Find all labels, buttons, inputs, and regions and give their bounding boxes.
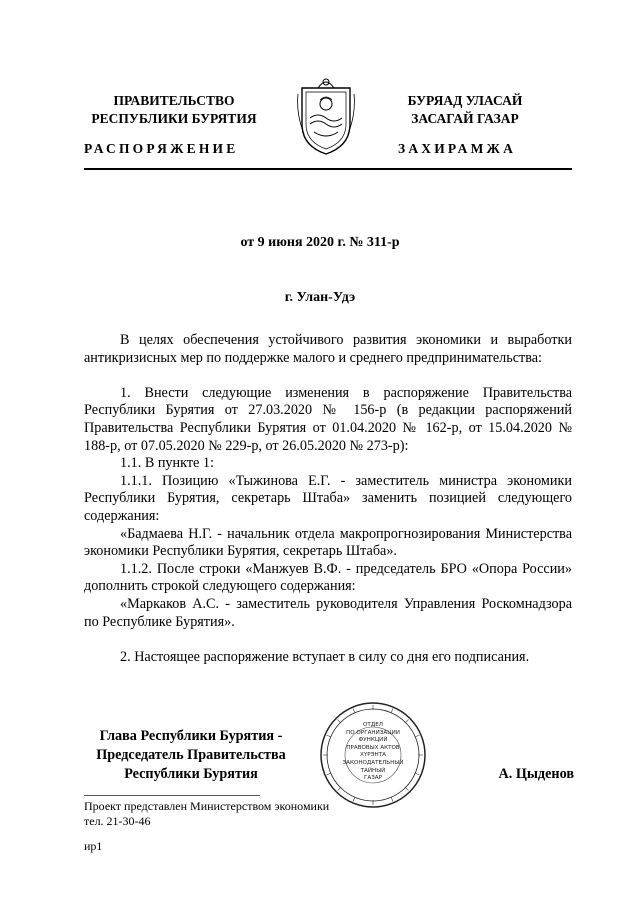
left-org-line-2: РЕСПУБЛИКИ БУРЯТИЯ bbox=[91, 111, 257, 126]
clause-2-paragraph: 2. Настоящее распоряжение вступает в силу со дня его подписания. bbox=[120, 648, 530, 665]
project-note: Проект представлен Министерством экономики bbox=[84, 799, 330, 813]
clause-1-1-paragraph: 1.1. В пункте 1: bbox=[120, 455, 214, 472]
right-org-line-1: БУРЯАД УЛАСАЙ bbox=[407, 93, 523, 108]
stamp-line-4: ПРАВОВЫХ АКТОВ bbox=[346, 744, 400, 751]
stamp-text bbox=[340, 722, 406, 783]
clause-1-1-1-paragraph: 1.1.1. Позицию «Тыжинова Е.Г. - заместитель министра экономики Республики Бурятия, секретарь Штаба» заменить позицией следующего содержания: bbox=[84, 472, 572, 524]
coat-of-arms-icon bbox=[296, 74, 356, 156]
contact-phone: тел. 21-30-46 bbox=[84, 814, 151, 828]
preamble-paragraph: В целях обеспечения устойчивого развития экономики и выработки антикризисных мер по поддержке малого и среднего предпринимательства: bbox=[84, 332, 572, 366]
clause-1-paragraph: 1. Внести следующие изменения в распоряжение Правительства Республики Бурятия от 27.03.2020 № 156-р (в редакции распоряжений Правительства Республики Бурятия от 01.04.2020 № 162-р, от 15.04.2020 № 188-р, от 07.05.2020 № 229-р, от 26.05.2020 № 273-р): bbox=[84, 384, 572, 454]
right-org-line-2: ЗАСАГАЙ ГАЗАР bbox=[411, 111, 519, 126]
official-stamp bbox=[318, 700, 428, 810]
executor-code: ир1 bbox=[84, 839, 103, 853]
right-org-name bbox=[390, 92, 540, 128]
footer-divider bbox=[84, 795, 260, 796]
added-line-paragraph: «Маркаков А.С. - заместитель руководителя Управления Роскомнадзора по Республике Бурятия». bbox=[84, 595, 572, 630]
signer-position-line-3: Республики Бурятия bbox=[124, 766, 258, 782]
stamp-line-3: ФУНКЦИЙ bbox=[358, 737, 388, 744]
stamp-line-2: ПО ОРГАНИЗАЦИИ bbox=[346, 729, 400, 736]
left-org-line-1: ПРАВИТЕЛЬСТВО bbox=[113, 93, 235, 108]
left-org-name bbox=[84, 92, 264, 128]
left-doc-type: РАСПОРЯЖЕНИЕ bbox=[84, 141, 239, 156]
header-divider bbox=[84, 168, 572, 170]
signer-name: А. Цыденов bbox=[498, 766, 574, 782]
document-date-number: от 9 июня 2020 г. № 311-р bbox=[240, 235, 400, 250]
stamp-line-5: ХҮРЭНТА bbox=[360, 752, 386, 759]
right-doc-type: ЗАХИРАМЖА bbox=[398, 141, 517, 156]
signer-position-line-1: Глава Республики Бурятия - bbox=[99, 728, 283, 744]
document-body bbox=[84, 332, 572, 666]
stamp-line-6: ЗАКОНОДАТЕЛЬНЫЙ bbox=[342, 759, 404, 766]
stamp-line-8: ГАЗАР bbox=[363, 775, 383, 782]
signer-position-line-2: Председатель Правительства bbox=[96, 747, 286, 763]
document-place: г. Улан-Удэ bbox=[284, 290, 356, 305]
footer-note bbox=[84, 799, 384, 854]
clause-1-1-2-paragraph: 1.1.2. После строки «Манжуев В.Ф. - председатель БРО «Опора России» дополнить строкой следующего содержания: bbox=[84, 560, 572, 595]
signer-position bbox=[84, 727, 298, 784]
stamp-line-1: ОТДЕЛ bbox=[363, 722, 383, 728]
replacement-position-paragraph: «Бадмаева Н.Г. - начальник отдела макропрогнозирования Министерства экономики Республики Бурятия, секретарь Штаба». bbox=[84, 525, 572, 560]
stamp-line-7: ТАЙНЫЙ bbox=[360, 767, 386, 774]
